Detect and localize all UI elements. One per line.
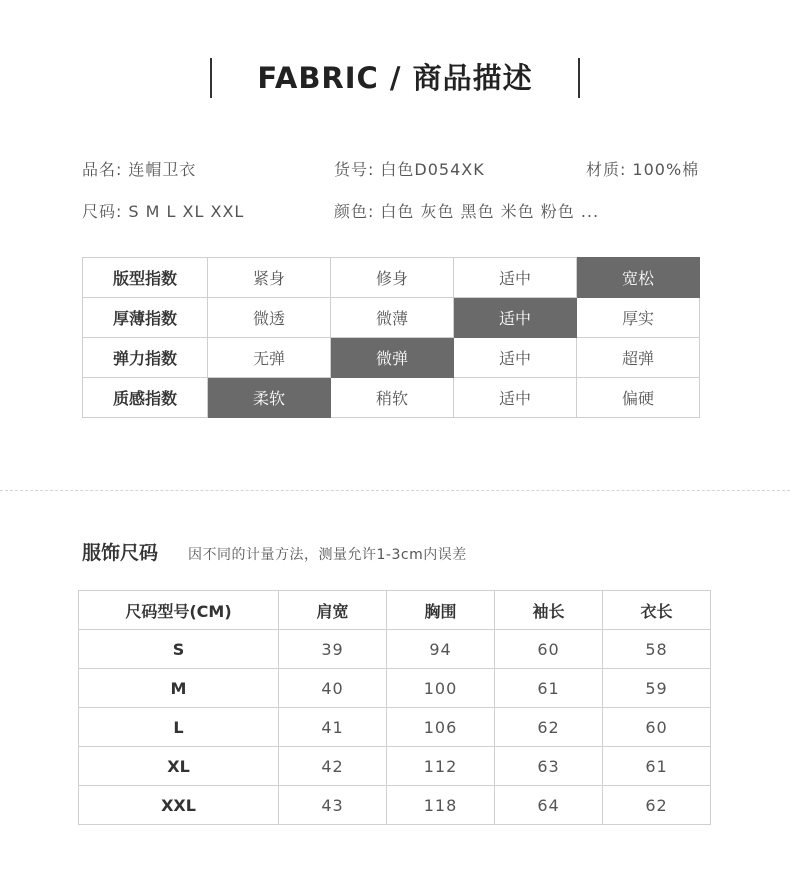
size-table-header: 胸围: [387, 591, 495, 630]
size-cell: M: [79, 669, 279, 708]
name-value: 连帽卫衣: [128, 160, 197, 179]
size-table-row: [79, 630, 711, 669]
info-size: [82, 199, 244, 222]
measurement-cell: 62: [603, 786, 711, 825]
info-color: [334, 199, 599, 222]
measurement-cell: 60: [603, 708, 711, 747]
size-table-row: [79, 708, 711, 747]
info-sku: [334, 157, 485, 180]
index-option: 超弹: [577, 338, 700, 378]
measurement-cell: 62: [495, 708, 603, 747]
index-option: 适中: [454, 258, 577, 298]
index-option-selected: 宽松: [577, 258, 700, 298]
measurement-cell: 64: [495, 786, 603, 825]
color-label: 颜色:: [334, 202, 375, 221]
index-option: 稍软: [331, 378, 454, 418]
page-title: FABRIC / 商品描述: [257, 61, 533, 95]
index-row-label: 质感指数: [83, 378, 208, 418]
title-right-bar: [578, 58, 580, 98]
index-option: 适中: [454, 378, 577, 418]
size-table: [78, 590, 711, 825]
name-label: 品名:: [82, 160, 123, 179]
size-table-header: 袖长: [495, 591, 603, 630]
index-row: [83, 338, 700, 378]
measurement-cell: 61: [495, 669, 603, 708]
info-name: [82, 157, 196, 180]
measurement-cell: 59: [603, 669, 711, 708]
index-row: [83, 378, 700, 418]
measurement-cell: 40: [279, 669, 387, 708]
index-option: 无弹: [208, 338, 331, 378]
index-option-selected: 适中: [454, 298, 577, 338]
index-row-label: 弹力指数: [83, 338, 208, 378]
index-option: 偏硬: [577, 378, 700, 418]
measurement-cell: 112: [387, 747, 495, 786]
sku-value: 白色D054XK: [380, 160, 485, 179]
measurement-cell: 100: [387, 669, 495, 708]
measurement-cell: 39: [279, 630, 387, 669]
measurement-cell: 42: [279, 747, 387, 786]
measurement-cell: 41: [279, 708, 387, 747]
index-row: [83, 258, 700, 298]
index-row-label: 版型指数: [83, 258, 208, 298]
index-option: 厚实: [577, 298, 700, 338]
section-divider: [0, 490, 790, 491]
measurement-cell: 60: [495, 630, 603, 669]
size-cell: S: [79, 630, 279, 669]
measurement-cell: 43: [279, 786, 387, 825]
size-cell: L: [79, 708, 279, 747]
material-label: 材质:: [586, 160, 627, 179]
size-label: 尺码:: [82, 202, 123, 221]
fabric-index-table: [82, 257, 700, 418]
size-table-header: 衣长: [603, 591, 711, 630]
index-option-selected: 微弹: [331, 338, 454, 378]
size-cell: XXL: [79, 786, 279, 825]
size-section-title: 服饰尺码: [82, 542, 159, 564]
index-row-label: 厚薄指数: [83, 298, 208, 338]
index-option: 适中: [454, 338, 577, 378]
index-option: 紧身: [208, 258, 331, 298]
material-value: 100%棉: [632, 160, 700, 179]
color-value: 白色 灰色 黑色 米色 粉色 ...: [380, 202, 600, 221]
measurement-cell: 58: [603, 630, 711, 669]
measurement-cell: 63: [495, 747, 603, 786]
sku-label: 货号:: [334, 160, 375, 179]
size-table-row: [79, 669, 711, 708]
size-table-row: [79, 747, 711, 786]
size-table-row: [79, 786, 711, 825]
size-table-header: 尺码型号(CM): [79, 591, 279, 630]
measurement-cell: 118: [387, 786, 495, 825]
size-section-note: 因不同的计量方法，测量允许1-3cm内误差: [188, 547, 467, 563]
size-table-header: 肩宽: [279, 591, 387, 630]
measurement-cell: 106: [387, 708, 495, 747]
size-value: S M L XL XXL: [128, 202, 245, 221]
size-cell: XL: [79, 747, 279, 786]
index-option-selected: 柔软: [208, 378, 331, 418]
measurement-cell: 61: [603, 747, 711, 786]
index-row: [83, 298, 700, 338]
measurement-cell: 94: [387, 630, 495, 669]
info-material: [586, 157, 699, 180]
title-block: [0, 58, 790, 100]
index-option: 微透: [208, 298, 331, 338]
index-option: 微薄: [331, 298, 454, 338]
index-option: 修身: [331, 258, 454, 298]
